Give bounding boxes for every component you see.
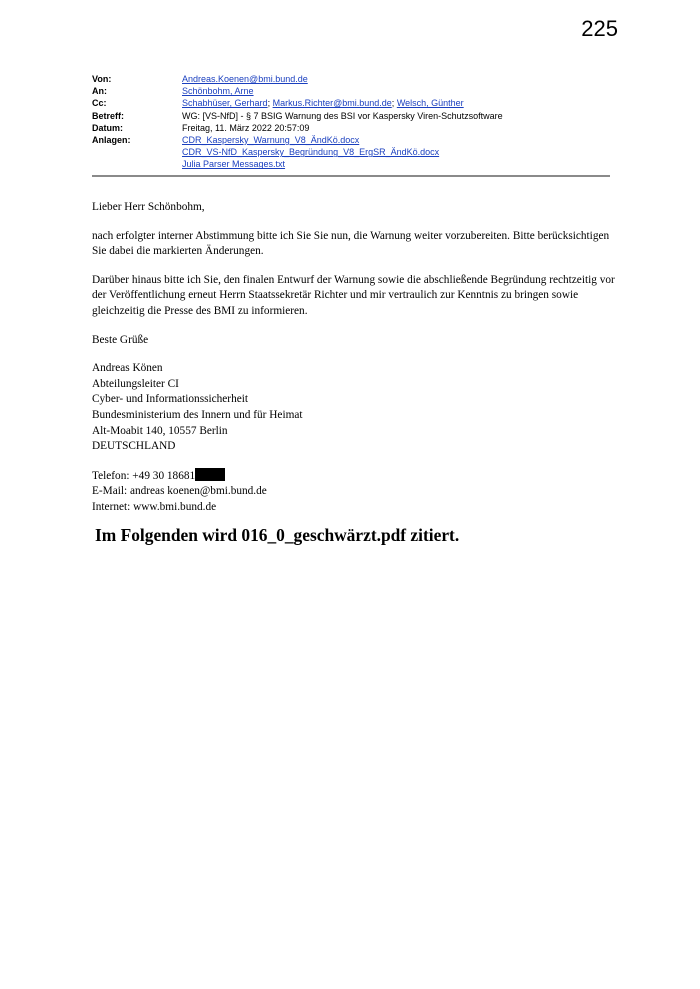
to-label: An:: [92, 86, 107, 97]
cc-link-1[interactable]: Schabhüser, Gerhard: [182, 98, 268, 109]
page-number: 225: [581, 16, 618, 41]
email-body: [92, 200, 622, 516]
to-link[interactable]: Schönbohm, Arne: [182, 86, 254, 97]
signature-phone-line: [92, 468, 622, 485]
subject-label: Betreff:: [92, 110, 125, 121]
signature-email: E-Mail: andreas koenen@bmi.bund.de: [92, 485, 267, 498]
signature-role: Abteilungsleiter CI: [92, 377, 179, 390]
attachments-label: Anlagen:: [92, 135, 131, 146]
body-paragraph-2: Darüber hinaus bitte ich Sie, den finalen Entwurf der Warnung sowie die abschließende Begründung rechtzeitig vor der Veröffentlichung erneut Herrn Staatssekretär Richter und mir vertraulich zur Kenntnis zu bringen sowie gleichzeitig die Presse des BMI zu informieren.: [92, 273, 615, 317]
from-label: Von:: [92, 74, 112, 84]
body-paragraph-1: nach erfolgter interner Abstimmung bitte ich Sie Sie nun, die Warnung weiter vorzubereiten. Bitte berücksichtigen Sie dabei die markierten Änderungen.: [92, 229, 610, 258]
email-header: [92, 73, 610, 171]
attachment-link-3[interactable]: Julia Parser Messages.txt: [182, 159, 286, 170]
signature-ministry: Bundesministerium des Innern und für Heimat: [92, 408, 303, 421]
to-row: [92, 85, 610, 97]
signature-department: Cyber- und Informationssicherheit: [92, 393, 249, 406]
from-link[interactable]: Andreas.Koenen@bmi.bund.de: [182, 74, 308, 84]
signature-name: Andreas Könen: [92, 362, 163, 375]
date-row: [92, 122, 610, 134]
signature-block: [92, 361, 622, 515]
cc-separator: ;: [267, 98, 271, 109]
signature-address: Alt-Moabit 140, 10557 Berlin: [92, 424, 228, 437]
cc-link-3[interactable]: Welsch, Günther: [396, 98, 464, 109]
cc-separator: ;: [391, 98, 395, 109]
redaction-box: [195, 468, 225, 481]
attachment-link-2[interactable]: CDR_VS-NfD_Kaspersky_Begründung_V8_ErgSR_ÄndKö.docx: [182, 147, 440, 158]
subject-value: WG: [VS-NfD] - § 7 BSIG Warnung des BSI vor Kaspersky Viren-Schutzsoftware: [182, 110, 503, 121]
greeting: Lieber Herr Schönbohm,: [92, 201, 205, 213]
signature-country: DEUTSCHLAND: [92, 440, 176, 453]
attachments-row: [92, 134, 610, 171]
header-divider: [92, 175, 610, 177]
subject-row: [92, 110, 610, 122]
cc-label: Cc:: [92, 98, 107, 109]
signature-web: Internet: www.bmi.bund.de: [92, 500, 217, 513]
signature-phone: Telefon: +49 30 18681: [92, 469, 196, 482]
quote-note: Im Folgenden wird 016_0_geschwärzt.pdf zitiert.: [95, 525, 460, 545]
cc-link-2[interactable]: Markus.Richter@bmi.bund.de: [272, 98, 392, 109]
cc-row: [92, 97, 610, 109]
date-value: Freitag, 11. März 2022 20:57:09: [182, 122, 310, 133]
from-row: [92, 73, 610, 85]
closing: Beste Grüße: [92, 333, 149, 346]
attachment-link-1[interactable]: CDR_Kaspersky_Warnung_V8_ÄndKö.docx: [182, 135, 360, 146]
date-label: Datum:: [92, 122, 123, 133]
